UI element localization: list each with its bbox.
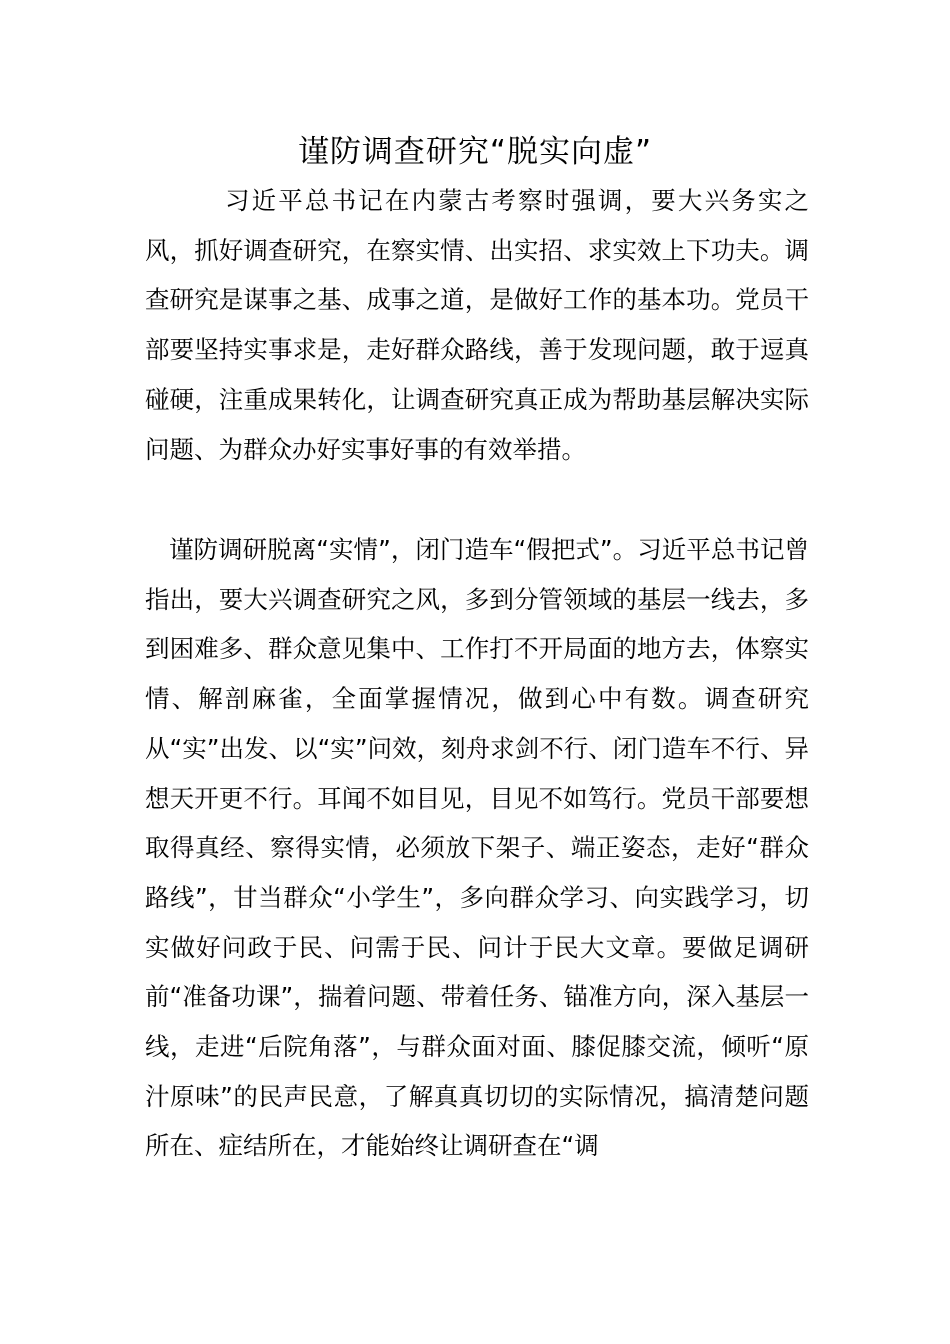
document-title: 谨防调查研究“脱实向虚” <box>297 134 653 170</box>
paragraph-1: 习近平总书记在内蒙古考察时强调，要大兴务实之风，抓好调查研究，在察实情、出实招、求实效上下功夫。调查研究是谋事之基、成事之道，是做好工作的基本功。党员干部要坚持实事求是，走好群众路线，善于发现问题，敢于逗真碰硬，注重成果转化，让调查研究真正成为帮助基层解决实际问题、为群众办好实事好事的有效举措。 <box>145 186 809 464</box>
paragraph-2: 谨防调研脱离“实情”，闭门造车“假把式”。习近平总书记曾指出，要大兴调查研究之风，多到分管领域的基层一线去，多到困难多、群众意见集中、工作打不开局面的地方去，体察实情、解剖麻雀，全面掌握情况，做到心中有数。调查研究从“实”出发、以“实”问效，刻舟求剑不行、闭门造车不行、异想天开更不行。耳闻不如目见，目见不如笃行。党员干部要想取得真经、察得实情，必须放下架子、端正姿态，走好“群众路线”，甘当群众“小学生”，多向群众学习、向实践学习，切实做好问政于民、问需于民、问计于民大文章。要做足调研前“准备功课”，揣着问题、带着任务、锚准方向，深入基层一线，走进“后院角落”，与群众面对面、膝促膝交流，倾听“原汁原味”的民声民意，了解真真切切的实际情况，搞清楚问题所在、症结所在，才能始终让调研查在“调 <box>145 535 809 1161</box>
